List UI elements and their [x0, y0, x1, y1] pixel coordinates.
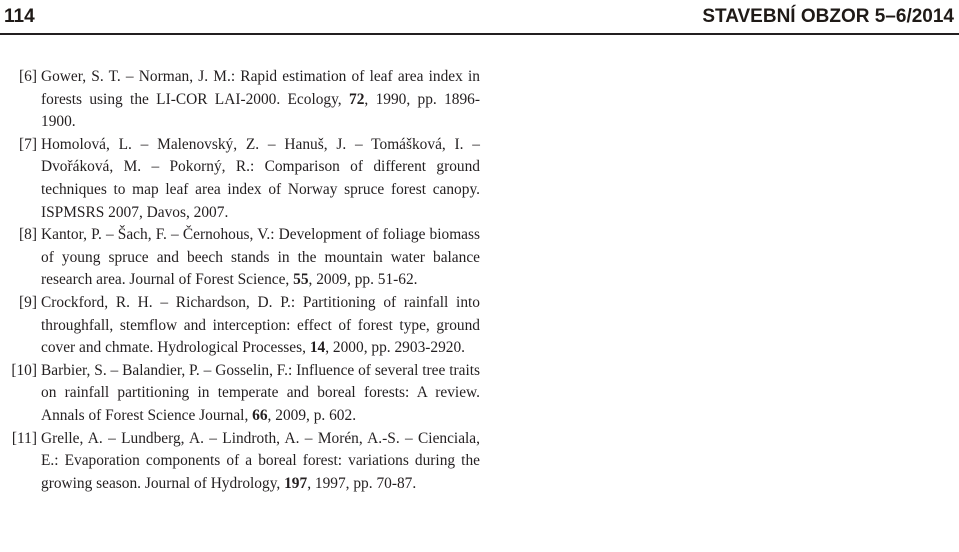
- reference-list: [0, 66, 480, 495]
- reference-volume: 66: [252, 406, 268, 424]
- reference-number: [10]: [11, 361, 37, 379]
- header-rule: [0, 33, 959, 35]
- page-number: 114: [4, 6, 35, 27]
- reference-text: Homolová, L. – Malenovský, Z. – Hanuš, J. – Tomášková, I. – Dvořáková, M. – Pokorný, R.: Comparison of different ground techniques to map leaf area index of Norway spruce forest canopy. ISPMSRS 2007, Davos, 2007.: [41, 135, 480, 221]
- journal-title: STAVEBNÍ OBZOR 5–6/2014: [702, 6, 954, 27]
- reference-text: Gower, S. T. – Norman, J. M.: Rapid estimation of leaf area index in forests using the LI-COR LAI-2000. Ecology, 72, 1990, pp. 1896-1900.: [41, 68, 480, 131]
- reference-volume: 72: [349, 90, 365, 108]
- reference-volume: 197: [284, 474, 308, 492]
- reference-volume: 55: [293, 271, 309, 289]
- reference-item: [0, 66, 480, 134]
- reference-item: [0, 134, 480, 224]
- reference-item: [0, 292, 480, 360]
- reference-text: Kantor, P. – Šach, F. – Černohous, V.: Development of foliage biomass of young spruce and beech stands in the mountain water balance research area. Journal of Forest Science, 55, 2009, pp. 51-62.: [41, 226, 480, 289]
- reference-text: Crockford, R. H. – Richardson, D. P.: Partitioning of rainfall into throughfall, stemflow and interception: effect of forest type, ground cover and chmate. Hydrological Processes, 14, 2000, pp. 2903-2920.: [41, 293, 480, 357]
- reference-number: [8]: [19, 226, 37, 244]
- reference-number: [7]: [19, 135, 37, 153]
- reference-text: Barbier, S. – Balandier, P. – Gosselin, F.: Influence of several tree traits on rainfall partitioning in temperate and boreal forests: A review. Annals of Forest Science Journal, 66, 2009, p. 602.: [41, 361, 480, 424]
- reference-item: [0, 360, 480, 428]
- reference-volume: 14: [309, 339, 326, 357]
- reference-item: [0, 224, 480, 292]
- reference-number: [6]: [19, 68, 37, 85]
- reference-number: [11]: [11, 429, 37, 447]
- reference-number: [9]: [19, 293, 37, 311]
- page-header: [0, 0, 959, 36]
- reference-item: [0, 428, 480, 496]
- reference-text: Grelle, A. – Lundberg, A. – Lindroth, A. – Morén, A.-S. – Cienciala, E.: Evaporation components of a boreal forest: variations during the growing season. Journal of Hydrology, 197, 1997, pp. 70-87.: [41, 429, 480, 492]
